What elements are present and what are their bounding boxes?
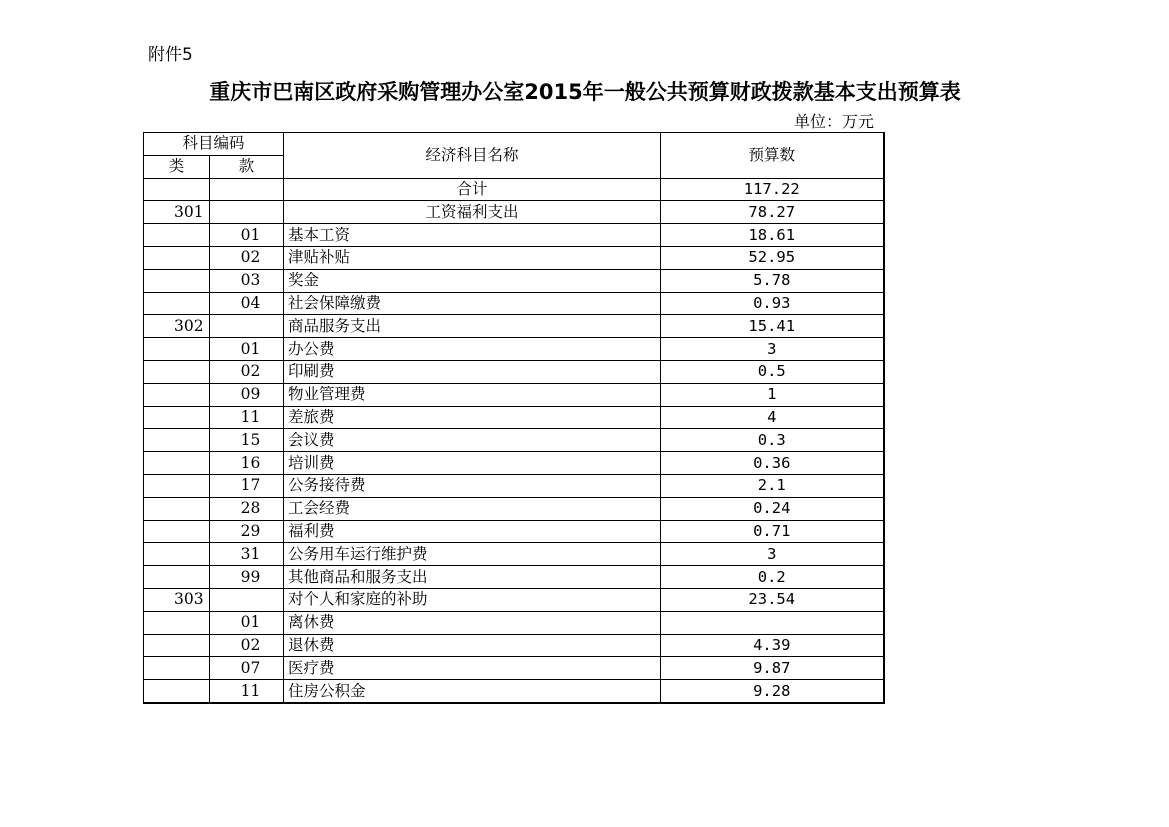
row-lei: [144, 634, 210, 657]
row-lei: [144, 497, 210, 520]
table-row: [144, 520, 884, 543]
row-lei: 302: [144, 315, 210, 338]
row-amount: 78.27: [661, 201, 884, 224]
row-kuan: [210, 588, 284, 611]
row-amount: 3: [661, 543, 884, 566]
row-amount: 9.28: [661, 680, 884, 703]
header-name: 经济科目名称: [284, 133, 661, 179]
row-kuan: [210, 315, 284, 338]
table-row: [144, 566, 884, 589]
header-amount: 预算数: [661, 133, 884, 179]
row-amount: 3: [661, 338, 884, 361]
row-name: 离休费: [284, 611, 661, 634]
unit-label: 单位：万元: [794, 112, 875, 131]
row-lei: [144, 680, 210, 703]
row-name: 印刷费: [284, 360, 661, 383]
row-name: 福利费: [284, 520, 661, 543]
row-kuan: 04: [210, 292, 284, 315]
table-row: [144, 680, 884, 703]
row-lei: [144, 429, 210, 452]
row-kuan: 99: [210, 566, 284, 589]
row-amount: 15.41: [661, 315, 884, 338]
row-lei: [144, 566, 210, 589]
row-amount: 0.24: [661, 497, 884, 520]
row-lei: [144, 543, 210, 566]
row-lei: [144, 452, 210, 475]
row-name: 住房公积金: [284, 680, 661, 703]
row-lei: [144, 292, 210, 315]
table-row: [144, 452, 884, 475]
budget-table-body: [144, 133, 884, 703]
row-lei: [144, 224, 210, 247]
row-name: 商品服务支出: [284, 315, 661, 338]
row-kuan: 01: [210, 611, 284, 634]
table-row: [144, 383, 884, 406]
row-kuan: 28: [210, 497, 284, 520]
table-row: [144, 429, 884, 452]
row-kuan: 29: [210, 520, 284, 543]
row-kuan: 15: [210, 429, 284, 452]
budget-table: [143, 132, 885, 704]
table-row: [144, 474, 884, 497]
table-row: [144, 338, 884, 361]
row-name: 奖金: [284, 269, 661, 292]
row-lei: [144, 269, 210, 292]
row-name: 工会经费: [284, 497, 661, 520]
table-row: [144, 611, 884, 634]
row-amount: 0.36: [661, 452, 884, 475]
row-amount: 0.2: [661, 566, 884, 589]
row-lei: [144, 338, 210, 361]
table-row: [144, 406, 884, 429]
row-name: 退休费: [284, 634, 661, 657]
row-kuan: [210, 201, 284, 224]
row-kuan: 11: [210, 680, 284, 703]
total-amount: 117.22: [661, 178, 884, 201]
table-row: [144, 360, 884, 383]
total-lei: [144, 178, 210, 201]
row-name: 会议费: [284, 429, 661, 452]
row-name: 医疗费: [284, 657, 661, 680]
table-row: [144, 224, 884, 247]
attachment-label: 附件5: [148, 45, 193, 65]
row-kuan: 17: [210, 474, 284, 497]
row-amount: 0.93: [661, 292, 884, 315]
table-row: [144, 588, 884, 611]
row-name: 其他商品和服务支出: [284, 566, 661, 589]
table-row: [144, 543, 884, 566]
table-row: [144, 269, 884, 292]
row-kuan: 03: [210, 269, 284, 292]
row-amount: 23.54: [661, 588, 884, 611]
row-kuan: 11: [210, 406, 284, 429]
row-lei: [144, 520, 210, 543]
table-row: [144, 201, 884, 224]
table-row: [144, 657, 884, 680]
row-kuan: 02: [210, 634, 284, 657]
row-kuan: 01: [210, 338, 284, 361]
row-name: 工资福利支出: [284, 201, 661, 224]
table-row: [144, 634, 884, 657]
row-lei: 303: [144, 588, 210, 611]
header-row-1: [144, 133, 884, 156]
row-name: 培训费: [284, 452, 661, 475]
row-amount: [661, 611, 884, 634]
row-name: 差旅费: [284, 406, 661, 429]
row-amount: 0.5: [661, 360, 884, 383]
row-lei: [144, 246, 210, 269]
total-row: [144, 178, 884, 201]
row-lei: [144, 406, 210, 429]
header-kuan: 款: [210, 155, 284, 178]
row-lei: [144, 360, 210, 383]
row-name: 办公费: [284, 338, 661, 361]
row-amount: 4.39: [661, 634, 884, 657]
total-name: 合计: [284, 178, 661, 201]
row-kuan: 31: [210, 543, 284, 566]
row-amount: 9.87: [661, 657, 884, 680]
table-row: [144, 315, 884, 338]
row-lei: [144, 474, 210, 497]
table-row: [144, 246, 884, 269]
row-name: 物业管理费: [284, 383, 661, 406]
row-lei: [144, 657, 210, 680]
row-name: 公务接待费: [284, 474, 661, 497]
row-amount: 5.78: [661, 269, 884, 292]
row-lei: [144, 611, 210, 634]
row-kuan: 02: [210, 246, 284, 269]
header-lei: 类: [144, 155, 210, 178]
row-name: 津贴补贴: [284, 246, 661, 269]
total-kuan: [210, 178, 284, 201]
row-amount: 4: [661, 406, 884, 429]
row-name: 对个人和家庭的补助: [284, 588, 661, 611]
row-name: 社会保障缴费: [284, 292, 661, 315]
row-kuan: 09: [210, 383, 284, 406]
row-amount: 18.61: [661, 224, 884, 247]
row-kuan: 16: [210, 452, 284, 475]
row-kuan: 01: [210, 224, 284, 247]
row-amount: 0.3: [661, 429, 884, 452]
row-amount: 52.95: [661, 246, 884, 269]
row-name: 公务用车运行维护费: [284, 543, 661, 566]
row-amount: 0.71: [661, 520, 884, 543]
row-amount: 1: [661, 383, 884, 406]
row-amount: 2.1: [661, 474, 884, 497]
row-name: 基本工资: [284, 224, 661, 247]
row-kuan: 07: [210, 657, 284, 680]
row-lei: 301: [144, 201, 210, 224]
table-row: [144, 497, 884, 520]
table-row: [144, 292, 884, 315]
row-kuan: 02: [210, 360, 284, 383]
header-code-group: 科目编码: [144, 133, 284, 156]
row-lei: [144, 383, 210, 406]
page-title: 重庆市巴南区政府采购管理办公室2015年一般公共预算财政拨款基本支出预算表: [209, 80, 961, 104]
